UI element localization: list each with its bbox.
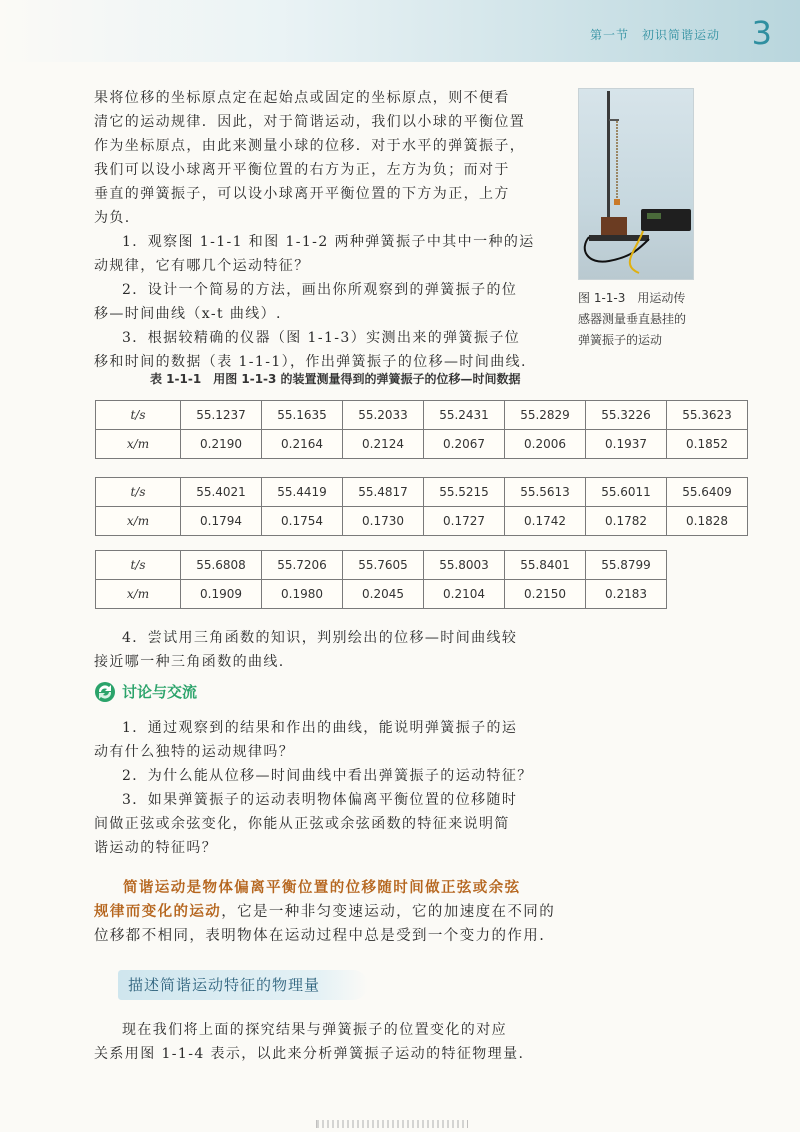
data-table-block-1 [95,400,748,459]
section-title: 描述简谐运动特征的物理量 [128,976,321,994]
task-1: 1．观察图 1-1-1 和图 1-1-2 两种弹簧振子中其中一种的运 动规律，它有哪几个运动特征？ [94,234,535,274]
x-label: x/m [96,580,181,609]
table-cell: 55.1635 [262,401,343,430]
table-cell: 55.3226 [586,401,667,430]
data-table-block-2 [95,477,748,536]
table-cell: 0.2164 [262,430,343,459]
table-cell: 55.8799 [586,551,667,580]
intro-line: 垂直的弹簧振子，可以设小球离开平衡位置的下方为正，上方 [94,186,510,202]
table-row [96,401,748,430]
table-cell: 55.7206 [262,551,343,580]
table-cell: 0.2150 [505,580,586,609]
definition-highlight: 简谐运动是物体偏离平衡位置的位移随时间做正弦或余弦 [123,879,521,896]
discussion-item-2: 2．为什么能从位移—时间曲线中看出弹簧振子的运动特征？ [122,768,533,784]
table-cell: 55.6409 [667,478,748,507]
task-3: 3．根据较精确的仪器（图 1-1-3）实测出来的弹簧振子位 移和时间的数据（表 1-1-1），作出弹簧振子的位移—时间曲线. [94,330,527,370]
table-cell: 55.5215 [424,478,505,507]
table-cell: 55.5613 [505,478,586,507]
task-2: 2．设计一个简易的方法，画出你所观察到的弹簧振子的位 移—时间曲线（x-t 曲线）. [94,282,518,322]
intro-line: 作为坐标原点，由此来测量小球的位移．对于水平的弹簧振子， [94,138,526,154]
table-cell: 0.1909 [181,580,262,609]
discussion-item-1: 1．通过观察到的结果和作出的曲线，能说明弹簧振子的运 动有什么独特的运动规律吗？ [94,720,518,760]
table-cell: 0.2104 [424,580,505,609]
table-row [96,580,667,609]
table-cell: 0.2183 [586,580,667,609]
table-cell: 0.1852 [667,430,748,459]
table-cell: 0.2045 [343,580,424,609]
table-cell: 0.1782 [586,507,667,536]
discussion-title: 讨论与交流 [122,683,198,701]
intro-line: 清它的运动规律．因此，对于简谐运动，我们以小球的平衡位置 [94,114,526,130]
intro-paragraph [94,86,564,230]
table-cell: 0.1828 [667,507,748,536]
motion-sensor-photo [578,88,694,280]
definition-paragraph: 简谐运动是物体偏离平衡位置的位移随时间做正弦或余弦 规律而变化的运动，它是一种非匀变速运动，它的加速度在不同的 位移都不相同，表明物体在运动过程中总是受到一个变力的作用. [94,879,556,944]
data-table-block-3 [95,550,667,609]
table-row [96,507,748,536]
table-cell: 0.1727 [424,507,505,536]
header-section-title: 第一节 初识简谐运动 [589,28,720,42]
t-label: t/s [96,478,181,507]
x-label: x/m [96,430,181,459]
table-row [96,551,667,580]
discussion-icon [94,681,116,703]
table-cell: 0.1742 [505,507,586,536]
table-cell: 0.2067 [424,430,505,459]
motion-sensor-illustration [579,89,693,279]
table-cell: 0.1794 [181,507,262,536]
table-cell: 55.8003 [424,551,505,580]
table-cell: 0.1937 [586,430,667,459]
closing-paragraph: 现在我们将上面的探究结果与弹簧振子的位置变化的对应 关系用图 1-1-4 表示，以此来分析弹簧振子运动的特征物理量. [94,1022,525,1062]
table-cell: 55.4021 [181,478,262,507]
table-cell: 55.1237 [181,401,262,430]
task-4: 4．尝试用三角函数的知识，判别绘出的位移—时间曲线较 接近哪一种三角函数的曲线. [94,630,518,670]
intro-line: 我们可以设小球离开平衡位置的右方为正，左方为负；而对于 [94,162,510,178]
table-cell: 55.2829 [505,401,586,430]
table-row [96,478,748,507]
page-number: 3 [751,14,772,52]
table-cell: 0.1754 [262,507,343,536]
x-label: x/m [96,507,181,536]
discussion-item-3: 3．如果弹簧振子的运动表明物体偏离平衡位置的位移随时 间做正弦或余弦变化，你能从正弦或余弦函数的特征来说明简 谐运动的特征吗？ [94,792,518,856]
table-cell: 55.4419 [262,478,343,507]
table-cell: 0.2124 [343,430,424,459]
table-cell: 55.2033 [343,401,424,430]
table-cell: 55.2431 [424,401,505,430]
table-title: 表 1-1-1 用图 1-1-3 的装置测量得到的弹簧振子的位移—时间数据 [150,372,521,386]
table-cell: 55.8401 [505,551,586,580]
table-cell: 0.2006 [505,430,586,459]
table-row [96,430,748,459]
footer-mark [316,1120,468,1128]
table-cell: 55.6011 [586,478,667,507]
definition-highlight: 规律而变化的运动 [94,903,222,920]
t-label: t/s [96,551,181,580]
intro-line: 果将位移的坐标原点定在起始点或固定的坐标原点，则不便看 [94,90,510,106]
table-cell: 55.6808 [181,551,262,580]
table-cell: 55.7605 [343,551,424,580]
figure-caption: 图 1-1-3 用运动传 感器测量垂直悬挂的 弹簧振子的运动 [578,291,687,347]
table-cell: 0.2190 [181,430,262,459]
table-cell: 55.4817 [343,478,424,507]
intro-line: 为负. [94,210,131,226]
table-cell: 0.1980 [262,580,343,609]
table-cell: 55.3623 [667,401,748,430]
table-cell: 0.1730 [343,507,424,536]
t-label: t/s [96,401,181,430]
